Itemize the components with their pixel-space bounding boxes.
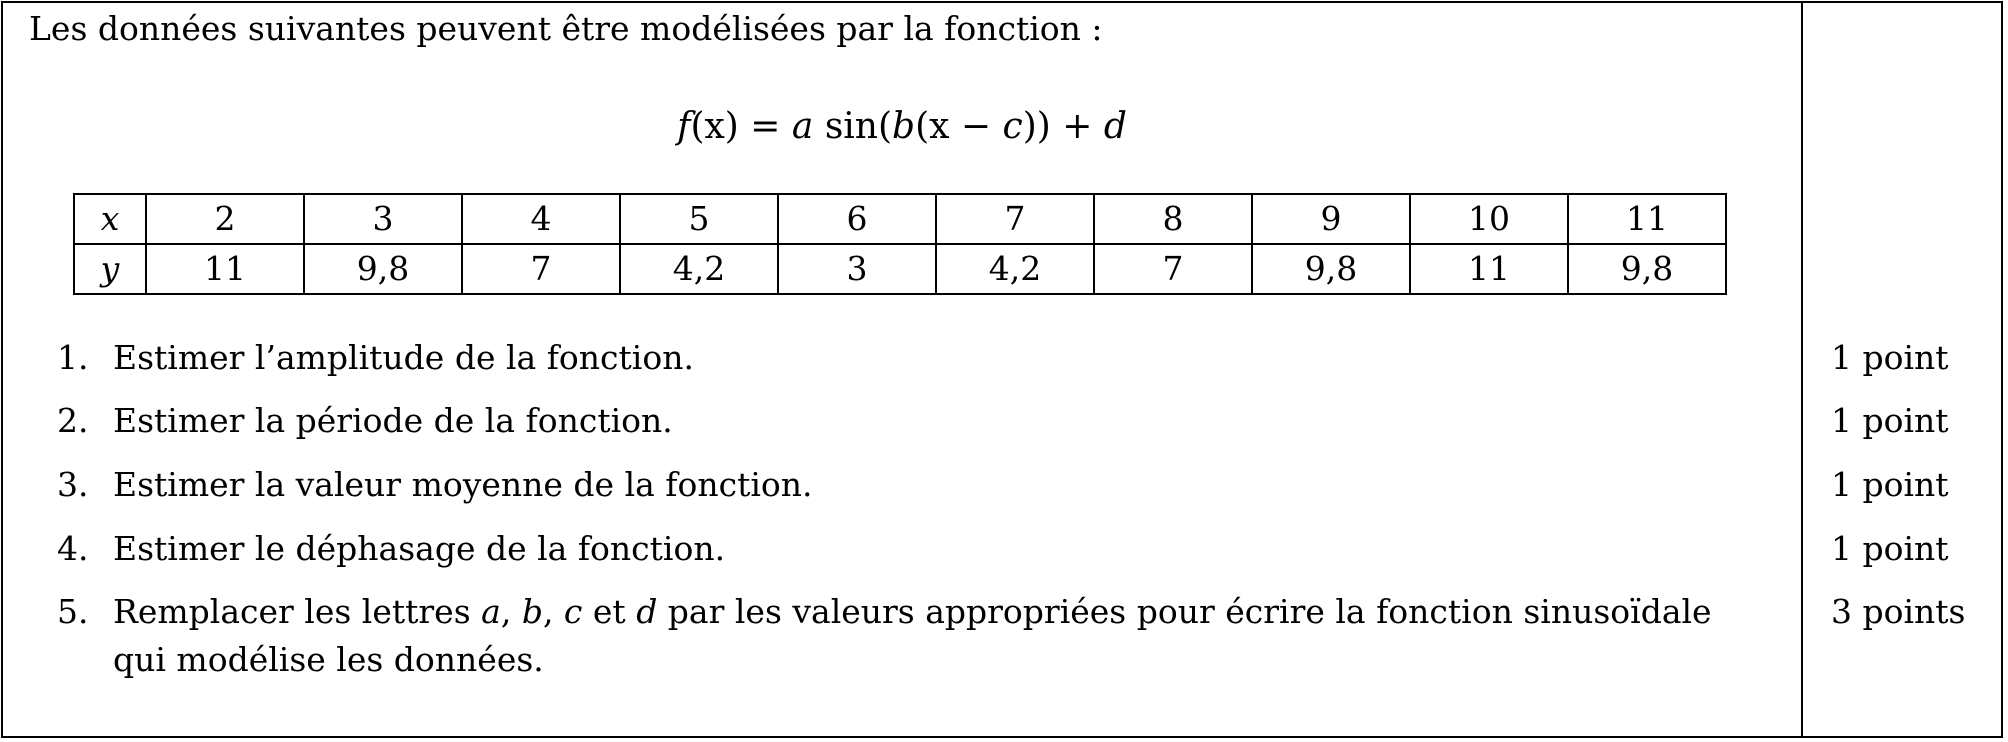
letter-d: d	[636, 592, 658, 631]
question-text: Estimer la valeur moyenne de la fonction.	[113, 465, 813, 504]
y-value: 3	[778, 244, 936, 294]
question-number: 4.	[57, 529, 89, 568]
letter-c: c	[563, 592, 583, 631]
question-points: 1 point	[1831, 401, 1949, 440]
intro-text: Les données suivantes peuvent être modélisées par la fonction :	[29, 9, 1103, 48]
question-points: 1 point	[1831, 338, 1949, 377]
y-value: 4,2	[620, 244, 778, 294]
formula-arg: (x)	[690, 106, 739, 147]
question-number: 3.	[57, 465, 89, 504]
x-value: 7	[936, 194, 1094, 244]
y-value: 9,8	[304, 244, 462, 294]
x-value: 8	[1094, 194, 1252, 244]
question-points: 1 point	[1831, 529, 1949, 568]
table-row-x	[74, 194, 1726, 244]
y-value: 9,8	[1252, 244, 1410, 294]
separator: ,	[542, 592, 564, 631]
question-points: 3 points	[1831, 592, 1966, 631]
question-text	[113, 588, 1793, 684]
y-value: 7	[1094, 244, 1252, 294]
x-value: 4	[462, 194, 620, 244]
x-value: 9	[1252, 194, 1410, 244]
table-row-y	[74, 244, 1726, 294]
question-number: 5.	[57, 592, 89, 631]
formula-minus: −	[949, 106, 1003, 147]
data-table	[73, 193, 1727, 295]
separator: ,	[500, 592, 522, 631]
y-value: 11	[1410, 244, 1568, 294]
question-number: 2.	[57, 401, 89, 440]
formula-plus: +	[1050, 106, 1104, 147]
question-text: Estimer le déphasage de la fonction.	[113, 529, 726, 568]
question-number: 1.	[57, 338, 89, 377]
exercise-frame	[1, 1, 2003, 738]
y-value: 11	[146, 244, 304, 294]
formula-close: ))	[1022, 106, 1051, 147]
formula	[3, 103, 1801, 151]
y-value: 9,8	[1568, 244, 1726, 294]
formula-d: d	[1103, 106, 1127, 147]
question-points: 1 point	[1831, 465, 1949, 504]
formula-b: b	[892, 106, 916, 147]
formula-eq: =	[738, 106, 792, 147]
question-text-part: Remplacer les lettres	[113, 592, 482, 631]
formula-a: a	[791, 106, 814, 147]
question-text: Estimer la période de la fonction.	[113, 401, 673, 440]
question-text-part: par les valeurs appropriées pour écrire la fonction sinusoïdale	[657, 592, 1712, 631]
y-value: 7	[462, 244, 620, 294]
separator: et	[582, 592, 637, 631]
letter-a: a	[481, 592, 501, 631]
x-value: 11	[1568, 194, 1726, 244]
x-value: 6	[778, 194, 936, 244]
points-column-divider	[1801, 3, 1803, 736]
letter-b: b	[521, 592, 543, 631]
y-value: 4,2	[936, 244, 1094, 294]
x-value: 3	[304, 194, 462, 244]
formula-sin: sin(	[813, 106, 893, 147]
formula-c: c	[1002, 106, 1023, 147]
x-label: x	[74, 194, 146, 244]
x-value: 2	[146, 194, 304, 244]
x-value: 10	[1410, 194, 1568, 244]
question-text-continuation: qui modélise les données.	[113, 640, 544, 679]
formula-inner: (x	[915, 106, 950, 147]
y-label: y	[74, 244, 146, 294]
x-value: 5	[620, 194, 778, 244]
question-text: Estimer l’amplitude de la fonction.	[113, 338, 694, 377]
formula-f: f	[677, 106, 691, 147]
